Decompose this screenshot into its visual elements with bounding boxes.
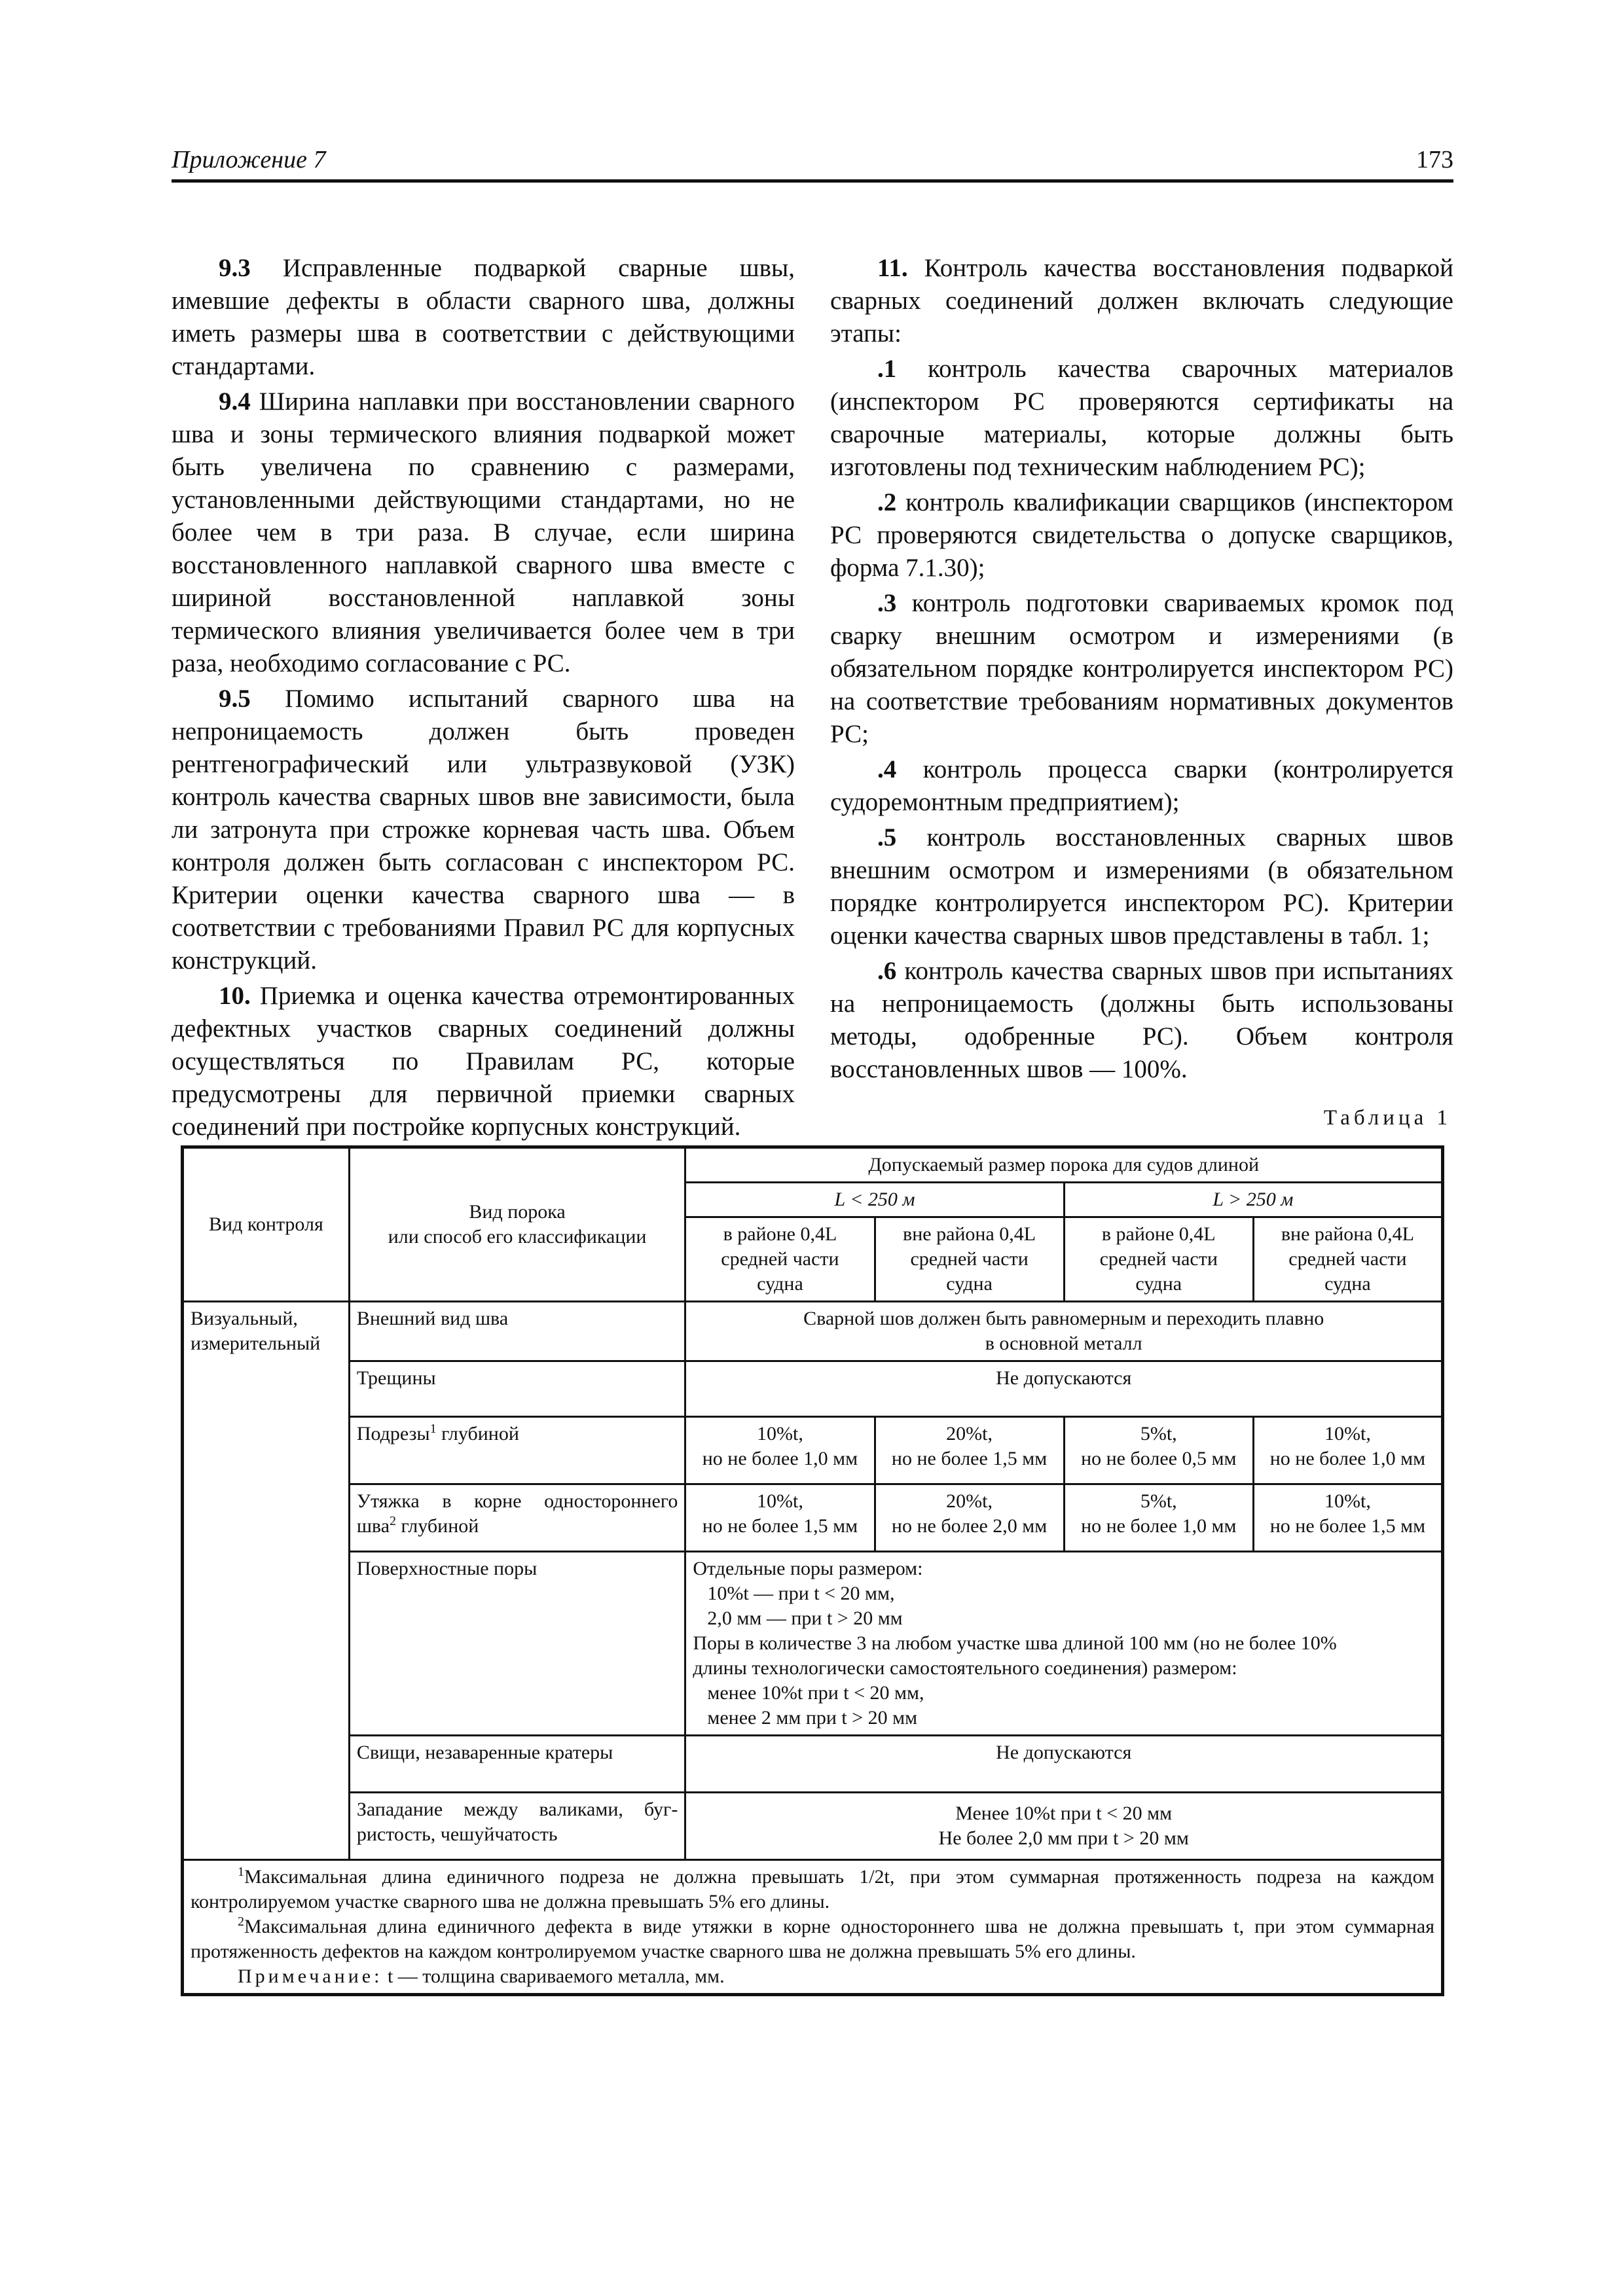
weld-defects-table	[181, 1145, 1444, 1996]
header-in-zone-1: в районе 0,4L средней части судна	[685, 1217, 875, 1302]
page-header	[172, 145, 1453, 183]
footnote-1: $^1$Максимальная длина единичного подреза не должна превышать 1/2t, при этом суммарная протяженность подреза на каждом контролируемом участке сварного шва не должна превышать 5% его длины.	[191, 1865, 1434, 1912]
value-shrinkage-1: 10%t, но не более 1,5 мм	[685, 1484, 875, 1552]
value-shrinkage-2: 20%t, но не более 2,0 мм	[875, 1484, 1064, 1552]
header-length-less-250: L < 250 м	[685, 1183, 1064, 1217]
paragraph-9-3: 9.3 Исправленные подваркой сварные швы, имевшие дефекты в области сварного шва, должны иметь размеры шва в соответствии с действующими стандартами.	[172, 254, 795, 380]
header-out-zone-1: вне района 0,4L средней части судна	[875, 1217, 1064, 1302]
paragraph-9-5: 9.5 Помимо испытаний сварного шва на непроницаемость должен быть проведен рентгенографический или ультразвуковой (УЗК) контроль качества сварных швов вне зависимости, была ли затронута при строжке корневая часть шва. Объем контроля должен быть согласован с инспектором РС. Критерии оценки качества сварного шва — в соответствии с требованиями Правил РС для корпусных конструкций.	[172, 685, 795, 975]
value-cracks: Не допускаются	[685, 1361, 1443, 1417]
value-fistulas: Не допускаются	[685, 1736, 1443, 1793]
defect-cracks: Трещины	[349, 1361, 685, 1417]
header-defect-type: Вид порока или способ его классификации	[349, 1147, 685, 1302]
header-in-zone-2: в районе 0,4L средней части судна	[1064, 1217, 1253, 1302]
paragraph-11-1: .1 контроль качества сварочных материалов (инспектором РС проверяются сертификаты на сварочные материалы, которые должны быть изготовлены под техническим наблюдением РС);	[830, 355, 1453, 481]
table-caption: Таблица 1	[1323, 1106, 1451, 1130]
table-remark: Примечание: t — толщина свариваемого металла, мм.	[238, 1965, 725, 1987]
header-control-type: Вид контроля	[183, 1147, 350, 1302]
value-shrinkage-4: 10%t, но не более 1,5 мм	[1253, 1484, 1442, 1552]
footnote-2: $^2$Максимальная длина единичного дефекта в виде утяжки в корне одностороннего шва не должна превышать t, при этом суммарная протяженность дефектов на каждом контролируемом участке сварного шва не должна превышать 5% его длины.	[191, 1914, 1434, 1962]
value-undercut-2: 20%t, но не более 1,5 мм	[875, 1417, 1064, 1484]
defect-sag: Западание между валиками, буг- ристость, чешуйчатость	[349, 1793, 685, 1860]
paragraph-11-5: .5 контроль восстановленных сварных швов внешним осмотром и измерениями (в обязательном порядке контролируется инспектором РС). Критерии оценки качества сварных швов представлены в табл. 1;	[830, 823, 1453, 950]
value-undercut-3: 5%t, но не более 0,5 мм	[1064, 1417, 1253, 1484]
defect-appearance: Внешний вид шва	[349, 1302, 685, 1361]
right-column	[830, 252, 1453, 1088]
value-shrinkage-3: 5%t, но не более 1,0 мм	[1064, 1484, 1253, 1552]
value-undercut-1: 10%t, но не более 1,0 мм	[685, 1417, 875, 1484]
table-footnotes	[183, 1860, 1443, 1995]
header-out-zone-2: вне района 0,4L средней части судна	[1253, 1217, 1442, 1302]
value-sag: Менее 10%t при t < 20 мм Не более 2,0 мм при t > 20 мм	[685, 1793, 1443, 1860]
defect-fistulas: Свищи, незаваренные кратеры	[349, 1736, 685, 1793]
header-length-more-250: L > 250 м	[1064, 1183, 1442, 1217]
defect-undercuts: Подрезы$^1$ глубиной	[349, 1417, 685, 1484]
paragraph-11: 11. Контроль качества восстановления подваркой сварных соединений должен включать следующие этапы:	[830, 254, 1453, 348]
running-title: Приложение 7	[172, 146, 326, 173]
paragraph-11-4: .4 контроль процесса сварки (контролируется судоремонтным предприятием);	[830, 755, 1453, 816]
paragraph-9-4: 9.4 Ширина наплавки при восстановлении сварного шва и зоны термического влияния подваркой может быть увеличена по сравнению с размерами, установленными действующими стандартами, но не более чем в три раза. В случае, если ширина восстановленного наплавкой сварного шва вместе с шириной восстановленной наплавкой зоны термического влияния увеличивается более чем в три раза, необходимо согласование с РС.	[172, 387, 795, 677]
left-column	[172, 252, 795, 1146]
value-pores: Отдельные поры размером: 10%t — при t < 20 мм, 2,0 мм — при t > 20 мм Поры в количестве 3 на любом участке шва длиной 100 мм (но не более 10% длины технологически самостоятельного соединения) размером: менее 10%t при t < 20 мм, менее 2 мм при t > 20 мм	[685, 1552, 1443, 1736]
control-type-cell: Визуальный, измерительный	[183, 1302, 350, 1860]
paragraph-11-6: .6 контроль качества сварных швов при испытаниях на непроницаемость (должны быть использованы методы, одобренные РС). Объем контроля восстановленных швов — 100%.	[830, 957, 1453, 1083]
defect-pores: Поверхностные поры	[349, 1552, 685, 1736]
paragraph-11-3: .3 контроль подготовки свариваемых кромок под сварку внешним осмотром и измерениями (в обязательном порядке контролируется инспектором РС) на соответствие требованиям нормативных документов РС;	[830, 589, 1453, 748]
page-number: 173	[1416, 146, 1453, 173]
header-allowed-size: Допускаемый размер порока для судов длиной	[685, 1147, 1443, 1183]
paragraph-10: 10. Приемка и оценка качества отремонтированных дефектных участков сварных соединений должны осуществляться по Правилам РС, которые предусмотрены для первичной приемки сварных соединений при постройке корпусных конструкций.	[172, 982, 795, 1141]
paragraph-11-2: .2 контроль квалификации сварщиков (инспектором РС проверяются свидетельства о допуске сварщиков, форма 7.1.30);	[830, 488, 1453, 582]
defect-shrinkage: Утяжка в корне одностороннего шва$^2$ глубиной	[349, 1484, 685, 1552]
value-appearance: Сварной шов должен быть равномерным и переходить плавно в основной металл	[685, 1302, 1443, 1361]
value-undercut-4: 10%t, но не более 1,0 мм	[1253, 1417, 1442, 1484]
